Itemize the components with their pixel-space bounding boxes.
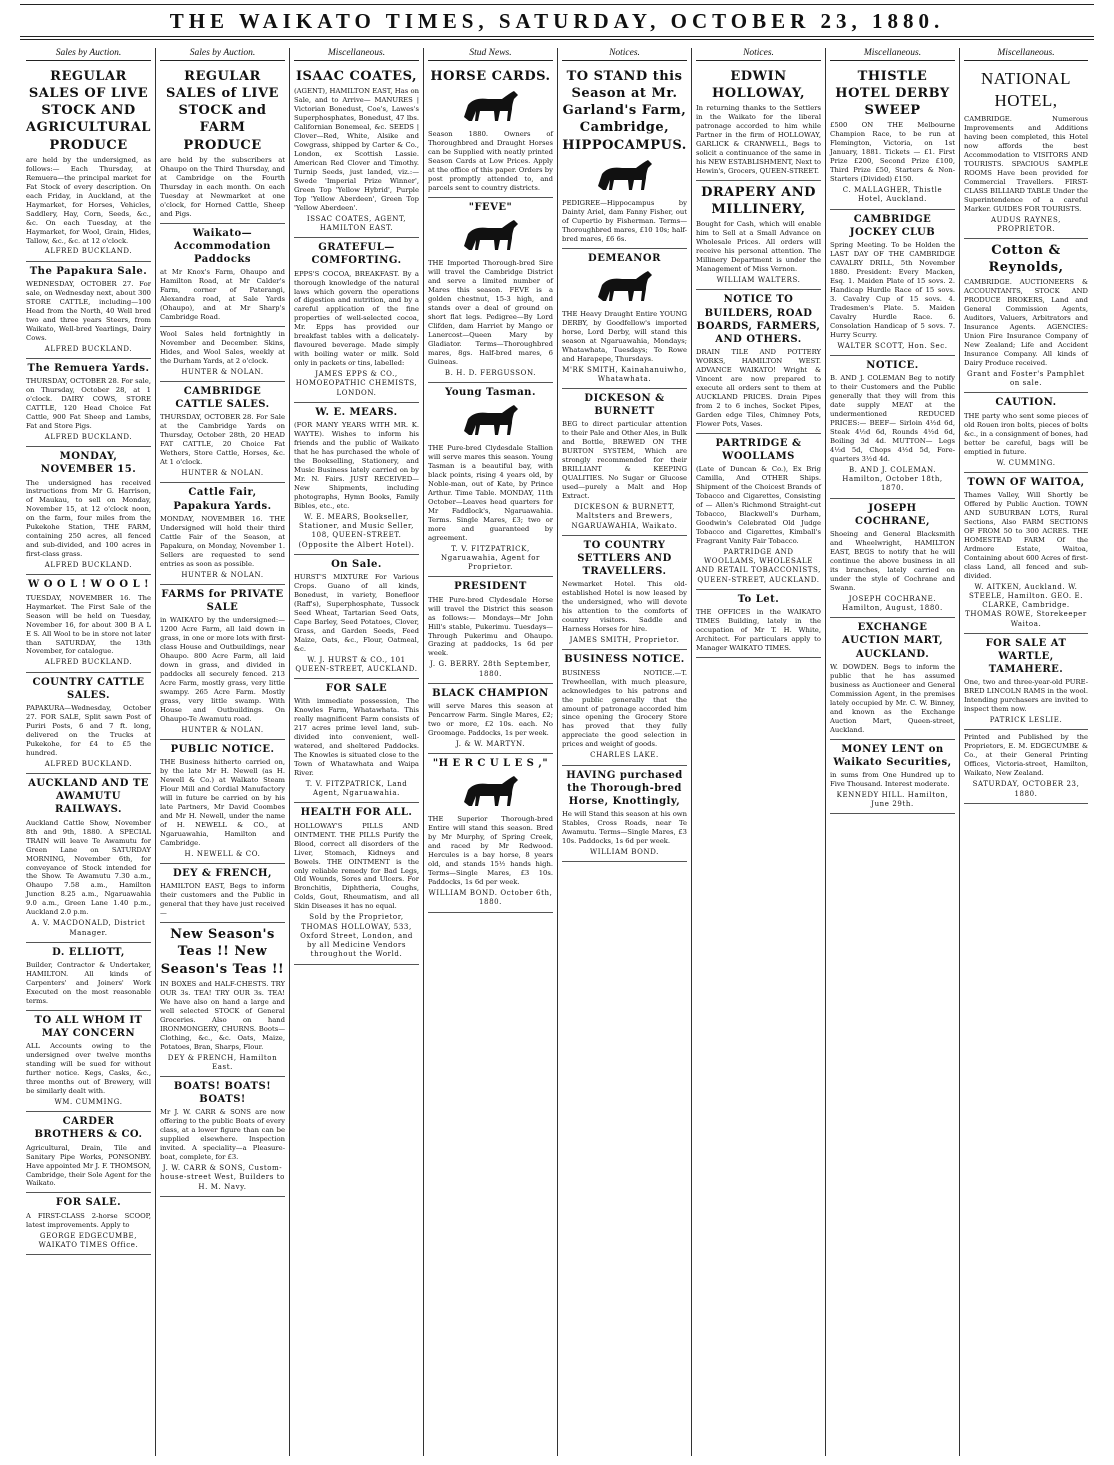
ad-body: in sums from One Hundred up to Five Thousand. Interest moderate. (830, 770, 955, 788)
advertisement (294, 803, 419, 964)
ad-heading: BOATS! BOATS! BOATS! (173, 1080, 272, 1106)
advertisement (26, 359, 151, 447)
ad-signature: T. V. FITZPATRICK, Land Agent, Ngaruawahia. (305, 780, 408, 798)
masthead (20, 4, 1094, 34)
ad-signature: ALFRED BUCKLAND. (44, 247, 133, 256)
ad-signature: ALFRED BUCKLAND. (44, 658, 133, 667)
ad-heading: EXCHANGE AUCTION MART, AUCKLAND. (841, 622, 944, 660)
ad-heading: NOTICE. (866, 359, 919, 371)
ad-heading: REGULAR SALES OF LIVE STOCK AND AGRICULTURAL PRODUCE (26, 69, 151, 153)
ad-heading: TO COUNTRY SETTLERS AND TRAVELLERS. (577, 539, 672, 578)
ad-signature: W. E. MEARS, Bookseller, Stationer, and Music Seller, 108, QUEEN-STREET. (Opposite the Albert Hotel). (298, 512, 415, 549)
ad-body: THE Heavy Draught Entire YOUNG DERBY, by Goodfellow's imported horse, Lord Derby, will stand this season at Ngaruawahia, Mondays; Whatawhata, Tuesdays; To Rowe and Harapepe, Thursdays. (562, 309, 687, 363)
ad-body: Shoeing and General Blacksmith and Wheelwright, HAMILTON EAST, BEGS to notify that he will continue the above business in all its branches, lately carried on under the style of Cochrane and Swann. (830, 529, 955, 592)
ad-heading: ISAAC COATES, (295, 69, 418, 84)
ad-signature: PATRICK LESLIE. (989, 716, 1063, 725)
column-header: Miscellaneous. (964, 48, 1088, 61)
column-7 (826, 48, 960, 1456)
advertisement (428, 198, 553, 383)
ad-signature: A. V. MACDONALD, District Manager. (31, 919, 146, 937)
advertisement (26, 65, 151, 262)
ad-heading: To Let. (737, 593, 780, 605)
ad-body: Bought for Cash, which will enable him to Sell at a Small Advance on Wholesale Prices. All orders will receive his personal attention. The Millinery Department is under the Management of Miss Vernon. (696, 220, 821, 274)
advertisement (26, 1011, 151, 1112)
advertisement (964, 239, 1088, 393)
ad-signature: ALFRED BUCKLAND. (44, 759, 133, 768)
advertisement (428, 383, 553, 578)
advertisement (160, 585, 285, 740)
advertisement (964, 65, 1088, 239)
ad-body: THE Business hitherto carried on, by the late Mr H. Newell (as H. Newell & Co.) at Walkato Steam Flour Mill and Cordial Manufactory will in future be carried on by his late Partners, Mr David Coombes and Mr H. Newell, under the name of H. NEWELL & CO., at Ngaruawahia, Hamilton and Cambridge. (160, 758, 285, 848)
ad-body: EPPS'S COCOA, BREAKFAST. By a thorough knowledge of the natural laws which govern the operations of digestion and nutrition, and by a careful application of the fine properties of well-selected cocoa, Mr. Epps has provided our breakfast tables with a delicately-flavoured beverage. Made simply with boiling water or milk. Sold only in packets or tins, labelled: (294, 269, 419, 368)
ad-heading: TO ALL WHOM IT MAY CONCERN (34, 1014, 143, 1039)
ad-signature: JOSEPH COCHRANE. Hamilton, August, 1880. (842, 594, 943, 612)
ad-signature: HUNTER & NOLAN. (181, 367, 264, 376)
ad-signature: J. W. CARR & SONS, Custom-house-street West, Builders to H. M. Navy. (160, 1164, 285, 1191)
ad-heading: TO STAND this Season at Mr. Garland's Farm, Cambridge, HIPPOCAMPUS. (562, 69, 687, 153)
advertisement (830, 618, 955, 739)
ad-body: One, two and three-year-old PURE-BRED LINCOLN RAMS in the wool. Intending purchasers are invited to inspect them now. (964, 678, 1088, 714)
ad-body: are held by the undersigned, as follows:— Each Thursday, at Remuera—the principal market for Fat Stock of every description. On each Friday, in Auckland, at the Haymarket, for Horses, Vehicles, Saddlery, Hay, Corn, Seeds, &c., &c. On each Tuesday, at the Haymarket, for Wool, Grain, Hides, Tallow, &c., &c. at 12 o'clock. (26, 155, 151, 245)
ad-heading: Young Tasman. (445, 386, 536, 398)
ad-signature: DEY & FRENCH, Hamilton East. (167, 1053, 278, 1071)
ad-body: BEG to direct particular attention to their Pale and Other Ales, in Bulk and Bottle, BREWED ON THE BURTON SYSTEM, Which are strongly recommended for their BRILLIANT & KEEPING QUALITIES. No Sugar or Glucose used—purely a Malt and Hop Extract. (562, 420, 687, 501)
column-header: Miscellaneous. (830, 48, 955, 61)
ad-signature: JAMES SMITH, Proprietor. (569, 636, 680, 645)
ad-heading: AUCKLAND AND TE AWAMUTU RAILWAYS. (28, 778, 149, 816)
advertisement (26, 262, 151, 359)
advertisement (696, 290, 821, 433)
advertisement (562, 389, 687, 536)
newspaper-columns (22, 48, 1092, 1456)
ad-heading: DEMEANOR (588, 252, 661, 264)
ad-signature: HUNTER & NOLAN. (181, 570, 264, 579)
ad-heading: EDWIN HOLLOWAY, (711, 69, 806, 102)
advertisement (696, 590, 821, 658)
advertisement (294, 679, 419, 803)
ad-heading: DICKESON & BURNETT (584, 393, 665, 418)
advertisement (26, 673, 151, 774)
ad-signature: W. J. HURST & CO., 101 QUEEN-STREET, AUCKLAND. (295, 655, 418, 673)
advertisement (26, 1193, 151, 1255)
ad-heading: DEY & FRENCH, (173, 868, 272, 880)
ad-body: CAMBRIDGE. Numerous Improvements and Additions having been completed, this Hotel now affords the best Accommodation to VISITORS AND TOURISTS. SPACIOUS SAMPLE ROOMS Have been provided for Commercial Travellers. FIRST-CLASS BILLIARD TABLE Under the Superintendence of a careful Marker. GUIDES FOR TOURISTS. (964, 114, 1088, 213)
ad-signature: J. G. BERRY. 28th September, 1880. (430, 660, 551, 678)
ad-heading: DRAPERY AND MILLINERY, (701, 185, 816, 218)
advertisement (830, 210, 955, 356)
advertisement (696, 181, 821, 290)
ad-heading: CAMBRIDGE JOCKEY CLUB (849, 213, 936, 238)
ad-signature: B. H. D. FERGUSSON. (444, 368, 537, 377)
advertisement (830, 740, 955, 815)
ad-signature: DICKESON & BURNETT, Maltsters and Brewers, NGARUAWAHIA, Waikato. (571, 503, 678, 530)
ad-body: Newmarket Hotel. This old-established Hotel is now leased by the undersigned, who will devote his attention to the comforts of country visitors. Saddle and Harness Horses for hire. (562, 580, 687, 634)
ad-signature: WILLIAM BOND. (590, 848, 659, 857)
ad-body: PEDIGREE—Hippocampus by Dainty Ariel, dam Fanny Fisher, out of Cupertio by Fisherman. Terms—Thoroughbred mares, £10 10s; half-bred mares, £6 6s. (562, 198, 687, 243)
horse-illustration (590, 156, 660, 196)
advertisement (294, 403, 419, 555)
ad-heading: PUBLIC NOTICE. (170, 744, 275, 756)
ad-signature: ALFRED BUCKLAND. (44, 344, 133, 353)
ad-body: THE OFFICES in the WAIKATO TIMES Building, lately in the occupation of Mr T. H. White, Architect. For particulars apply to Manager WAIKATO TIMES. (696, 608, 821, 652)
ad-body: Season 1880. Owners of Thoroughbred and Draught Horses can be Supplied with neatly printed Season Cards at Low Prices. Apply at the office of this paper. Orders by post promptly attended to, and parcels sent to country districts. (428, 130, 553, 192)
column-4 (424, 48, 558, 1456)
ad-body: Printed and Published by the Proprietors, E. M. EDGECUMBE & Co., at their General Printing Offices, Victoria-street, Hamilton, Waikato, New Zealand. (964, 733, 1088, 778)
ad-heading: BLACK CHAMPION (432, 687, 549, 699)
column-1 (22, 48, 156, 1456)
advertisement (428, 65, 553, 198)
advertisement (562, 249, 687, 389)
ad-signature: CHARLES LAKE. (590, 751, 659, 760)
advertisement (696, 434, 821, 590)
column-5 (558, 48, 692, 1456)
advertisement (562, 536, 687, 651)
ad-heading: Cattle Fair, Papakura Yards. (173, 487, 272, 512)
ad-signature: PARTRIDGE AND WOOLLAMS, WHOLESALE AND RETAIL TOBACCONISTS, QUEEN-STREET, AUCKLAND. (696, 547, 821, 584)
advertisement (964, 730, 1088, 803)
ad-heading: MONEY LENT on Waikato Securities, (833, 743, 952, 768)
ad-body: PAPAKURA—Wednesday, October 27. FOR SALE, Split sawn Post of Puriri Posts, 6 and 7 ft. long, delivered on the Trucks at Pukekohe, for £4 to £5 the hundred. (26, 704, 151, 757)
ad-heading: BUSINESS NOTICE. (564, 654, 685, 666)
ad-signature: GEORGE EDGECUMBE, WAIKATO TIMES Office. (38, 1231, 139, 1249)
advertisement (160, 327, 285, 382)
ad-heading: PRESIDENT (454, 581, 527, 593)
ad-signature: WILLIAM WALTERS. (716, 276, 801, 285)
ad-signature: HUNTER & NOLAN. (181, 469, 264, 478)
ad-heading: CAMBRIDGE CATTLE SALES. (175, 386, 270, 411)
ad-signature: W. CUMMING. (996, 458, 1056, 467)
ad-body: Builder, Contractor & Undertaker, HAMILTON. All kinds of Carpenters' and Joiners' Work Executed on the most reasonable terms. (26, 960, 151, 1005)
ad-signature: WM. CUMMING. (54, 1098, 123, 1106)
ad-heading: CARDER BROTHERS & CO. (34, 1116, 143, 1141)
advertisement (830, 65, 955, 210)
advertisement (160, 224, 285, 327)
ad-body: Mr J. W. CARR & SONS are now offering to the public Boats of every class, at a lower figure than can be supplied elsewhere. Inspection invited. A speciality—a Pleasure-boat, complete, for £3. (160, 1108, 285, 1162)
column-header: Stud News. (428, 48, 553, 61)
ad-heading: HAVING purchased the Thorough-bred Horse, Knottingly, (566, 769, 683, 807)
advertisement (294, 65, 419, 238)
ad-body: Agricultural, Drain, Tile and Sanitary Pipe Works, PONSONBY. Have appointed Mr J. F. THOMSON, Cambridge, their Sole Agent for the Waikato. (26, 1143, 151, 1188)
ad-heading: FOR SALE. (55, 1197, 122, 1209)
advertisement (160, 1077, 285, 1197)
ad-body: in WAIKATO by the undersigned:— 1200 Acre Farm, all laid down in grass, in one or more lots with first-class House and Outbuildings, near Ohaupo. 800 Acre Farm, all laid down in grass, and divided in paddocks all securely fenced. 213 Acre Farm, mostly grass, very little swampy. 265 Acre Farm. Mostly grass, very little swamp. With House and Outbuildings. On Ohaupo-Te Awamutu road. (160, 616, 285, 723)
ad-heading: The Papakura Sale. (29, 265, 148, 277)
ad-signature: ALFRED BUCKLAND. (44, 561, 133, 570)
ad-heading: TOWN OF WAITOA, (967, 476, 1085, 488)
ad-signature: J. & W. MARTYN. (455, 739, 526, 748)
advertisement (26, 447, 151, 575)
ad-signature: B. AND J. COLEMAN. Hamilton, October 18th, 1870. (842, 465, 943, 493)
ad-signature: W. AITKEN, Auckland. W. STEELE, Hamilton. GEO. E. CLARKE, Cambridge. THOMAS ROWE, Storekeeper Waitoa. (965, 582, 1087, 628)
ad-heading: D. ELLIOTT, (52, 946, 125, 958)
ad-body: will serve Mares this season at Pencarrow Farm. Single Mares, £2; two or more, £2 10s. each. No Groomage. Paddocks, 1s per week. (428, 702, 553, 737)
ad-heading: "H E R C U L E S ," (432, 758, 549, 770)
column-header: Sales by Auction. (160, 48, 285, 61)
ad-body: THE Pure-bred Clydesdale Horse will travel the District this season as follows:— Mondays—Mr John Hill's stable, Pukerimu. Tuesdays—Through Pukerimu and Ohaupo. Grazing at paddocks, 1s 6d per week. (428, 595, 553, 658)
column-header: Miscellaneous. (294, 48, 419, 61)
masthead-title: THE WAIKATO TIMES, SATURDAY, OCTOBER 23, 1880. (169, 9, 945, 33)
ad-heading: W. E. MEARS. (315, 406, 398, 418)
ad-heading: NATIONAL HOTEL, (981, 69, 1071, 111)
ad-body: The undersigned has received instructions from Mr G. Harrison, of Maukau, to sell on Monday, November 15, at 12 o'clock noon, on the farm, four miles from the Pukekohe Station, THE FARM, containing 250 acres, all fenced and sub-divided, and 100 acres in first-class grass. (26, 478, 151, 559)
advertisement (428, 684, 553, 754)
ad-heading: New Season's Teas !! New Season's Teas !! (160, 927, 285, 977)
ad-body: THE party who sent some pieces of old Rouen iron bolts, pieces of bolts &c., in a consignment of bones, had better be careful, bags will be emptied in future. (964, 411, 1088, 456)
advertisement (428, 577, 553, 683)
ad-body: He will Stand this season at his own Stables, Cross Roads, near Te Awamutu. Terms—Single Mares, £3 10s. Paddocks, 1s 6d per week. (562, 810, 687, 846)
advertisement (964, 393, 1088, 472)
ad-body: THURSDAY, OCTOBER 28. For sale, on Thursday, October 28, at 1 o'clock. DAIRY COWS, STORE CATTLE, 120 Head Choice Fat Cattle, 900 Fat Sheep and Lambs, Fat and Store Pigs. (26, 377, 151, 430)
ad-signature: Grant and Foster's Pamphlet on sale. (967, 370, 1085, 388)
advertisement (294, 238, 419, 403)
ad-signature: ALFRED BUCKLAND. (44, 432, 133, 441)
ad-body: DRAIN TILE AND POTTERY WORKS, HAMILTON WEST. ADVANCE WAIKATO! Wright & Vincent are now prepared to execute all orders sent to them at AUCKLAND PRICES. Drain Pipes from 2 to 6 inches, Socket Pipes, Garden edge Tiles, Chimney Pots, Flower Pots, Vases. (696, 348, 821, 428)
advertisement (26, 774, 151, 943)
ad-body: Wool Sales held fortnightly in November and December. Skins, Hides, and Wool Sales, weekly at the Durham Yards, at 2 o'clock. (160, 329, 285, 365)
ad-signature: HUNTER & NOLAN. (181, 725, 264, 734)
ad-heading: JOSEPH COCHRANE, (855, 502, 930, 527)
horse-illustration (456, 87, 526, 127)
ad-body: W. DOWDEN. Begs to inform the public that he has assumed business as Auctioneer and General Commission Agent, in the premises lately occupied by Mr. C. W. Binney, and known as the Exchange Auction Mart, Queen-street, Auckland. (830, 662, 955, 734)
advertisement (964, 473, 1088, 634)
ad-heading: Cotton & Reynolds, (988, 243, 1064, 276)
horse-illustration (456, 772, 526, 812)
ad-heading: PARTRIDGE & WOOLLAMS (715, 437, 802, 463)
ad-heading: FARMS for PRIVATE SALE (161, 588, 284, 614)
ad-body: THE Imported Thorough-bred Sire will travel the Cambridge District and serve a limited number of Mares this season. FEVE is a golden chestnut, 15-3 high, and stands over a deal of ground on short flat legs. Pedigree—By Lord Clifden, dam Harriet by Mango or Lanercost—Queen Mary by Gladiator. Terms—Thoroughbred mares, 8gs. Half-bred mares, 6 Guineas. (428, 259, 553, 366)
ad-signature: H. NEWELL & CO. (184, 850, 261, 858)
column-2 (156, 48, 290, 1456)
ad-heading: THISTLE HOTEL DERBY SWEEP (835, 69, 950, 119)
horse-illustration (456, 401, 526, 441)
ad-signature: WILLIAM BOND. October 6th, 1880. (428, 889, 553, 907)
advertisement (26, 943, 151, 1011)
ad-signature: KENNEDY HILL. Hamilton, June 29th. (836, 790, 949, 809)
ad-body: HURST'S MIXTURE For Various Crops. Guano of all kinds, Bonedust, in variety, Bonefloor (Raff's), Superphosphate, Tussock Seed Wheat, Tartarian Seed Oats, Cape Barley, Seed Potatoes, Clover, Grass, and Garden Seeds, Feed Maize, Oats, &c., Flour, Oatmeal, &c. (294, 572, 419, 653)
ad-heading: Waikato—Accommodation Paddocks (174, 227, 271, 265)
ad-body: With immediate possession, The Knowles Farm, Whatawhata. This really magnificent Farm consists of 217 acres prime level land, sub-divided into convenient, well-watered, and sheltered Paddocks. The Knowles is situated close to the Town of Whatawhata and Waipa River. (294, 697, 419, 778)
advertisement (26, 1112, 151, 1193)
ad-body: (FOR MANY YEARS WITH MR. K. WAYTE). Wishes to inform his friends and the public of Waikato that he has purchased the whole of the Bookselling, Stationery, and Music Business lately carried on by Mr. N. Fairs. JUST RECEIVED— New Shipments, including photographs, Hymn Books, Family Bibles, etc., etc. (294, 421, 419, 510)
ad-body: B. AND J. COLEMAN Beg to notify to their Customers and the Public generally that they will from this date supply MEAT at the undermentioned REDUCED PRICES:— BEEF— Sirloin 4½d 6d, Steak 4½d 6d, Rounds 4½d 6d, Boiling 3d 4d. MUTTON— Legs 4½d 5d, Chops 4½d 5d, Fore-quarters 3½d 4d. (830, 374, 955, 463)
ad-body: In returning thanks to the Settlers in the Waikato for the liberal patronage accorded to him while Partner in the firm of HOLLOWAY, GARLICK & CRANWELL, Begs to solicit a continuance of the same in his NEW ESTABLISHMENT, Next to Hewin's, Grocers, QUEEN-STREET. (696, 104, 821, 176)
ad-heading: MONDAY, NOVEMBER 15. (40, 451, 137, 476)
advertisement (26, 575, 151, 672)
ad-body: at Mr Knox's Farm, Ohaupo and Hamilton Road, at Mr Calder's Farm, corner of Paterangi, Alexandra road, at Sale Yards (Ohaupo), and at Mr Sharp's Cambridge Road. (160, 268, 285, 321)
advertisement (160, 65, 285, 224)
ad-heading: HEALTH FOR ALL. (300, 807, 413, 819)
ad-heading: The Remuera Yards. (27, 362, 150, 374)
ad-body: (Late of Duncan & Co.), Ex Brig Camilla, And OTHER Ships. Shipment of the Choicest Brands of Tobacco and Cigarettes, Consisting of — Allen's Richmond Straight-cut Tobacco, Blackwell's Durham, Goodwin's Celebrated Old Judge Tobacco and Cigarettes, Kimball's Fragrant Vanity Fair Tobacco. (696, 465, 821, 546)
advertisement (428, 754, 553, 912)
ad-signature: AUDUS RAYNES, PROPRIETOR. (991, 215, 1061, 233)
ad-signature: Sold by the Proprietor, THOMAS HOLLOWAY, 533, Oxford Street, London, and by all Medicine Vendors throughout the World. (300, 913, 413, 959)
ad-body: THE Superior Thorough-bred Entire will stand this season. Bred by Mr Murphy, of Spring Creek, and raced by Mr Redwood. Hercules is a bay horse, 8 years old, and stands 15½ hands high. Terms—Single Mares, £3 10s. Paddocks, 1s 6d per week. (428, 815, 553, 887)
ad-signature: JAMES EPPS & CO., HOMOEOPATHIC CHEMISTS, LONDON. (295, 370, 418, 397)
ad-body: Auckland Cattle Show, November 8th and 9th, 1880. A SPECIAL TRAIN will leave Te Awamutu for Green Lane on SATURDAY MORNING, November 6th, for conveyance of Stock intended for the Show. Te Awamutu 7.30 a.m., Ohaupo 7.58 a.m., Hamilton Junction 8.25 a.m., Ngaruawahia 9.0 a.m., Green Lane 1.40 p.m., Auckland 2.0 p.m. (26, 818, 151, 917)
ad-body: are held by the subscribers at Ohaupo on the Third Thursday, and at Cambridge on the Fourth Thursday in each month. On each Tuesday at Newmarket at one o'clock, for Horned Cattle, Sheep and Pigs. (160, 155, 285, 218)
ad-body: (AGENT), HAMILTON EAST, Has on Sale, and to Arrive— MANURES | Victorian Bonedust, Coe's, Lawes's Superphosphates, Bonedust, 47 lbs. Californian Bonemeal, &c. SEEDS | Clover—Red, White, Alsike and Cowgrass, shipped by Carter & Co., London, ex Scottish Lassie. American Red Clover and Timothy. Turnip Seeds, just landed, viz.:— Swede 'Imperial Prize Winner', Green Top 'Yellow Hybrid', Purple Top 'Yellow Aberdeen', Green Top 'Yellow Aberdeen'. (294, 87, 419, 212)
ad-heading: NOTICE TO BUILDERS, ROAD BOARDS, FARMERS, AND OTHERS. (696, 294, 821, 345)
advertisement (562, 65, 687, 249)
ad-body: Thames Valley, Will Shortly be Offered by Public Auction. TOWN AND SUBURBAN LOTS, Rural Sections, Also FARM SECTIONS OF FROM 50 to 300 ACRES. THE HOMESTEAD FARM Of the Ardmore Estate, Waitoa, Containing about 600 Acres of first-class Land, all fenced and sub-divided. (964, 490, 1088, 580)
ad-body: ALL Accounts owing to the undersigned over twelve months standing will be sued for without further notice. Kegs, Casks, &c., three months out of Brewery, will be similarly dealt with. (26, 1042, 151, 1096)
ad-body: CAMBRIDGE. AUCTIONEERS & ACCOUNTANTS, STOCK AND PRODUCE BROKERS, Land and General Commission Agents, Auditors, Valuers, Arbitrators and Insurance Agents. AGENCIES: Union Fire Insurance Company of New Zealand; Life and Accident Insurance Company. All kinds of Dairy Produce received. (964, 278, 1088, 368)
column-header: Sales by Auction. (26, 48, 151, 61)
ad-signature: ISSAC COATES, AGENT, HAMILTON EAST. (306, 214, 407, 232)
advertisement (294, 555, 419, 679)
ad-body: WEDNESDAY, OCTOBER 27. For sale, on Wednesday next, about 300 STORE CATTLE, including—100 Head from the North, 40 Well bred two and three years Steers, from Waikato, Well-bred Yearlings, Dairy Cows. (26, 279, 151, 342)
ad-body: Spring Meeting. To be Holden the LAST DAY OF THE CAMBRIDGE CAVALRY DRILL, 5th November 1880. President: Every Macken, Esq. 1. Maiden Plate of 15 sovs. 2. Handicap Hurdle Race of 15 sovs. 3. Cavalry Cup of 15 sovs. 4. Tradesmen's Plate. 5. Maiden Cavalry Hurdle Race. 6. Consolation Handicap of 5 sovs. 7. Hurry Scurry. (830, 241, 955, 339)
ad-heading: COUNTRY CATTLE SALES. (32, 676, 145, 701)
ad-body: BUSINESS NOTICE.—T. Trewheellan, with much pleasure, acknowledges to his patrons and the public generally that the amount of patronage accorded him since opening the Grocery Store has proved that they fully appreciate the good selection in prices and weight of goods. (562, 668, 687, 749)
ad-heading: CAUTION. (995, 397, 1057, 409)
ad-signature: C. MALLAGHER, Thistle Hotel, Auckland. (842, 186, 943, 204)
advertisement (562, 650, 687, 765)
ad-heading: On Sale. (331, 558, 382, 570)
ad-heading: HORSE CARDS. (430, 69, 551, 84)
advertisement (160, 864, 285, 923)
horse-illustration (590, 267, 660, 307)
ad-body: HAMILTON EAST, Begs to inform their customers and the Public in general that they have just received— (160, 882, 285, 918)
ad-heading: W O O L ! W O O L ! (28, 579, 149, 591)
column-header: Notices. (696, 48, 821, 61)
advertisement (964, 634, 1088, 731)
advertisement (830, 499, 955, 619)
ad-signature: M'RK SMITH, Kainahanuiwho, Whatawhata. (562, 365, 687, 383)
ad-body: HOLLOWAY'S PILLS AND OINTMENT. THE PILLS Purify the Blood, correct all disorders of the Liver, Stomach, Kidneys and Bowels. THE OINTMENT is the only reliable remedy for Bad Legs, Old Wounds, Sores and Ulcers. For Bronchitis, Diphtheria, Coughs, Colds, Gout, Rheumatism, and all Skin Diseases it has no equal. (294, 821, 419, 911)
advertisement (160, 382, 285, 483)
ad-heading: GRATEFUL—COMFORTING. (311, 242, 402, 267)
horse-illustration (456, 216, 526, 256)
ad-heading: REGULAR SALES of LIVE STOCK and FARM PRODUCE (166, 69, 279, 153)
column-3 (290, 48, 424, 1456)
advertisement (830, 356, 955, 499)
ad-body: TUESDAY, NOVEMBER 16. The Haymarket. The First Sale of the Season will be held on Tuesday, November 16, for about 300 B A L E S. All Wool to be in store not later than SATURDAY, the 13th November, for catalogue. (26, 593, 151, 656)
ad-heading: "FEVE" (468, 201, 513, 213)
ad-body: THE Pure-bred Clydesdale Stallion will serve mares this season. Young Tasman is a beautiful bay, with black points, rising 4 years old, by Noble-man, out of Kate, by Prince Arthur. Time Table. MONDAY, 11th October—Leaves head quarters for Mr Faddlock's, Ngaruawahia. Terms. Single Mares, £3; two or more and guaranteed by agreement. (428, 444, 553, 542)
column-header: Notices. (562, 48, 687, 61)
advertisement (562, 766, 687, 863)
ad-signature: T. V. FITZPATRICK, Ngaruawahia, Agent for Proprietor. (441, 544, 540, 572)
ad-body: IN BOXES and HALF-CHESTS. TRY OUR 3s. TEA! TRY OUR 3s. TEA! We have also on hand a large and well selected STOCK of General Groceries. Also on hand IRONMONGERY, CHURNS. Boots—Clothing, &c., &c. Oats, Maize, Potatoes, Bran, Sharps, Flour. (160, 979, 285, 1051)
ad-heading: FOR SALE (325, 683, 388, 695)
column-6 (692, 48, 826, 1456)
advertisement (160, 740, 285, 864)
ad-heading: FOR SALE AT WARTLE, TAMAHERE. (985, 637, 1067, 676)
ad-body: A FIRST-CLASS 2-horse SCOOP, latest improvements. Apply to (26, 1211, 151, 1229)
ad-signature: WALTER SCOTT, Hon. Sec. (837, 341, 948, 350)
column-8 (960, 48, 1092, 1456)
ad-signature: SATURDAY, OCTOBER 23, 1880. (972, 780, 1080, 798)
advertisement (160, 483, 285, 584)
ad-body: £500 ON THE Melbourne Champion Race, to be run at Flemington, Victoria, on 1st January, 1881. Tickets — £1. First Prize £200, Second Prize £100, Third Prize £50, Starters & Non-Starters (Divided) £150. (830, 121, 955, 184)
ad-body: THURSDAY, OCTOBER 28. For Sale at the Cambridge Yards on Thursday, October 28th, 20 HEAD FAT CATTLE, 20 Choice Fat Wethers, Store Cattle, Horses, &c. At 1 o'clock. (160, 413, 285, 467)
ad-body: MONDAY, NOVEMBER 16. THE Undersigned will hold their third Cattle Fair of the Season, at Papakura, on Monday, November 1. Sellers are requested to send entries as soon as possible. (160, 514, 285, 568)
advertisement (160, 923, 285, 1077)
advertisement (696, 65, 821, 181)
